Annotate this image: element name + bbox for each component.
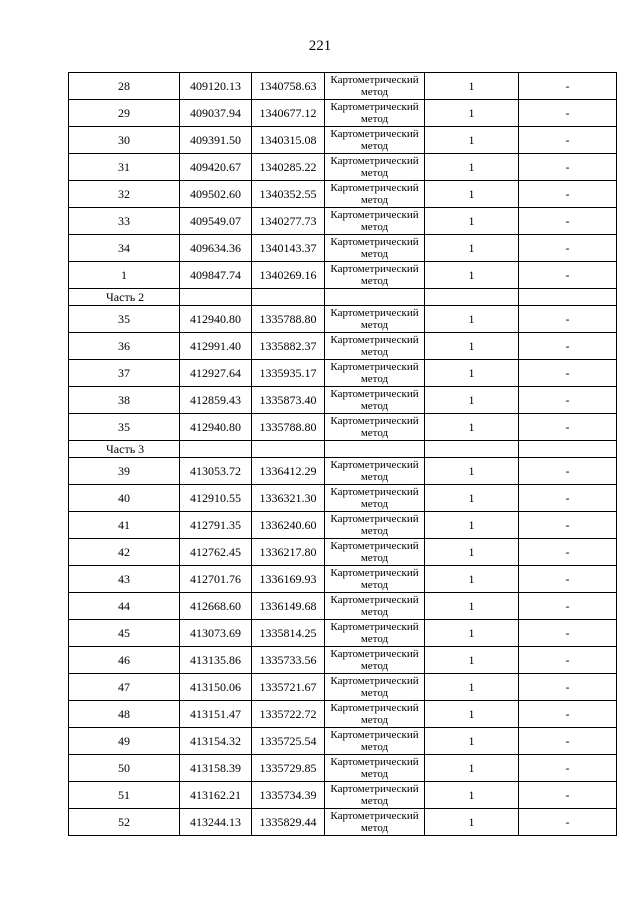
x-coordinate-cell: 412859.43 — [180, 387, 252, 414]
empty-cell — [519, 441, 617, 458]
note-cell: - — [519, 485, 617, 512]
method-line-1: Картометрический — [330, 415, 419, 427]
y-coordinate-cell: 1340277.73 — [252, 208, 325, 235]
x-coordinate-cell: 409420.67 — [180, 154, 252, 181]
x-coordinate-cell: 412791.35 — [180, 512, 252, 539]
y-coordinate-cell: 1336321.30 — [252, 485, 325, 512]
x-coordinate-cell: 412668.60 — [180, 593, 252, 620]
point-number-cell: 51 — [69, 782, 180, 809]
method-line-2: метод — [360, 498, 389, 510]
method-line-1: Картометрический — [330, 101, 419, 113]
note-cell: - — [519, 593, 617, 620]
method-cell — [325, 235, 425, 262]
y-coordinate-cell: 1335722.72 — [252, 701, 325, 728]
y-coordinate-cell: 1335829.44 — [252, 809, 325, 836]
x-coordinate-cell: 409391.50 — [180, 127, 252, 154]
note-cell: - — [519, 809, 617, 836]
method-line-1: Картометрический — [330, 486, 419, 498]
precision-cell: 1 — [425, 181, 519, 208]
y-coordinate-cell: 1335814.25 — [252, 620, 325, 647]
section-label: Часть 3 — [69, 441, 180, 458]
precision-cell: 1 — [425, 620, 519, 647]
point-number-cell: 37 — [69, 360, 180, 387]
point-number-cell: 34 — [69, 235, 180, 262]
method-cell — [325, 674, 425, 701]
y-coordinate-cell: 1335788.80 — [252, 414, 325, 441]
precision-cell: 1 — [425, 100, 519, 127]
method-cell — [325, 127, 425, 154]
point-number-cell: 50 — [69, 755, 180, 782]
method-cell — [325, 208, 425, 235]
precision-cell: 1 — [425, 566, 519, 593]
y-coordinate-cell: 1335733.56 — [252, 647, 325, 674]
method-cell — [325, 701, 425, 728]
x-coordinate-cell: 413158.39 — [180, 755, 252, 782]
method-line-2: метод — [360, 660, 389, 672]
empty-cell — [252, 289, 325, 306]
method-line-2: метод — [360, 552, 389, 564]
method-line-2: метод — [360, 687, 389, 699]
method-cell — [325, 360, 425, 387]
precision-cell: 1 — [425, 414, 519, 441]
method-line-2: метод — [360, 140, 389, 152]
note-cell: - — [519, 620, 617, 647]
note-cell: - — [519, 235, 617, 262]
method-line-2: метод — [360, 795, 389, 807]
empty-cell — [519, 289, 617, 306]
table-row — [69, 333, 617, 360]
method-line-2: метод — [360, 86, 389, 98]
method-line-1: Картометрический — [330, 263, 419, 275]
note-cell: - — [519, 154, 617, 181]
method-cell — [325, 566, 425, 593]
method-line-1: Картометрический — [330, 388, 419, 400]
precision-cell: 1 — [425, 235, 519, 262]
table-row — [69, 181, 617, 208]
y-coordinate-cell: 1335873.40 — [252, 387, 325, 414]
section-label: Часть 2 — [69, 289, 180, 306]
point-number-cell: 35 — [69, 306, 180, 333]
x-coordinate-cell: 413150.06 — [180, 674, 252, 701]
x-coordinate-cell: 412701.76 — [180, 566, 252, 593]
method-cell — [325, 262, 425, 289]
point-number-cell: 35 — [69, 414, 180, 441]
x-coordinate-cell: 412910.55 — [180, 485, 252, 512]
y-coordinate-cell: 1336217.80 — [252, 539, 325, 566]
point-number-cell: 45 — [69, 620, 180, 647]
method-line-1: Картометрический — [330, 128, 419, 140]
method-line-1: Картометрический — [330, 756, 419, 768]
note-cell: - — [519, 647, 617, 674]
empty-cell — [425, 289, 519, 306]
x-coordinate-cell: 413154.32 — [180, 728, 252, 755]
table-row — [69, 73, 617, 100]
precision-cell: 1 — [425, 539, 519, 566]
method-line-2: метод — [360, 275, 389, 287]
point-number-cell: 47 — [69, 674, 180, 701]
point-number-cell: 52 — [69, 809, 180, 836]
note-cell: - — [519, 414, 617, 441]
method-line-2: метод — [360, 194, 389, 206]
table-row — [69, 208, 617, 235]
table-row — [69, 387, 617, 414]
x-coordinate-cell: 409120.13 — [180, 73, 252, 100]
table-row — [69, 360, 617, 387]
point-number-cell: 41 — [69, 512, 180, 539]
table-row — [69, 539, 617, 566]
table-row — [69, 262, 617, 289]
table-row — [69, 100, 617, 127]
note-cell: - — [519, 387, 617, 414]
precision-cell: 1 — [425, 458, 519, 485]
note-cell: - — [519, 262, 617, 289]
precision-cell: 1 — [425, 647, 519, 674]
method-line-1: Картометрический — [330, 783, 419, 795]
x-coordinate-cell: 413151.47 — [180, 701, 252, 728]
precision-cell: 1 — [425, 755, 519, 782]
method-line-2: метод — [360, 606, 389, 618]
method-line-1: Картометрический — [330, 810, 419, 822]
precision-cell: 1 — [425, 360, 519, 387]
precision-cell: 1 — [425, 306, 519, 333]
y-coordinate-cell: 1335725.54 — [252, 728, 325, 755]
method-line-1: Картометрический — [330, 513, 419, 525]
method-cell — [325, 181, 425, 208]
method-cell — [325, 539, 425, 566]
method-line-1: Картометрический — [330, 729, 419, 741]
x-coordinate-cell: 412991.40 — [180, 333, 252, 360]
point-number-cell: 28 — [69, 73, 180, 100]
y-coordinate-cell: 1335882.37 — [252, 333, 325, 360]
point-number-cell: 30 — [69, 127, 180, 154]
precision-cell: 1 — [425, 728, 519, 755]
method-line-2: метод — [360, 471, 389, 483]
note-cell: - — [519, 181, 617, 208]
method-line-2: метод — [360, 400, 389, 412]
method-cell — [325, 458, 425, 485]
y-coordinate-cell: 1335935.17 — [252, 360, 325, 387]
precision-cell: 1 — [425, 701, 519, 728]
method-line-2: метод — [360, 525, 389, 537]
y-coordinate-cell: 1336412.29 — [252, 458, 325, 485]
x-coordinate-cell: 413244.13 — [180, 809, 252, 836]
precision-cell: 1 — [425, 333, 519, 360]
page-number: 221 — [308, 38, 332, 54]
point-number-cell: 46 — [69, 647, 180, 674]
note-cell: - — [519, 100, 617, 127]
method-line-1: Картометрический — [330, 334, 419, 346]
y-coordinate-cell: 1340143.37 — [252, 235, 325, 262]
y-coordinate-cell: 1335788.80 — [252, 306, 325, 333]
method-cell — [325, 387, 425, 414]
method-line-1: Картометрический — [330, 567, 419, 579]
table-row — [69, 306, 617, 333]
x-coordinate-cell: 409549.07 — [180, 208, 252, 235]
x-coordinate-cell: 413135.86 — [180, 647, 252, 674]
method-line-2: метод — [360, 319, 389, 331]
method-cell — [325, 809, 425, 836]
precision-cell: 1 — [425, 127, 519, 154]
method-cell — [325, 306, 425, 333]
point-number-cell: 40 — [69, 485, 180, 512]
point-number-cell: 48 — [69, 701, 180, 728]
method-cell — [325, 333, 425, 360]
point-number-cell: 32 — [69, 181, 180, 208]
method-line-2: метод — [360, 113, 389, 125]
y-coordinate-cell: 1340758.63 — [252, 73, 325, 100]
method-line-1: Картометрический — [330, 74, 419, 86]
method-line-2: метод — [360, 167, 389, 179]
precision-cell: 1 — [425, 782, 519, 809]
note-cell: - — [519, 674, 617, 701]
empty-cell — [252, 441, 325, 458]
x-coordinate-cell: 412762.45 — [180, 539, 252, 566]
table-row — [69, 566, 617, 593]
point-number-cell: 49 — [69, 728, 180, 755]
y-coordinate-cell: 1340285.22 — [252, 154, 325, 181]
x-coordinate-cell: 412927.64 — [180, 360, 252, 387]
table-row — [69, 782, 617, 809]
precision-cell: 1 — [425, 512, 519, 539]
method-line-1: Картометрический — [330, 540, 419, 552]
note-cell: - — [519, 566, 617, 593]
note-cell: - — [519, 208, 617, 235]
x-coordinate-cell: 413073.69 — [180, 620, 252, 647]
precision-cell: 1 — [425, 809, 519, 836]
note-cell: - — [519, 728, 617, 755]
x-coordinate-cell: 409847.74 — [180, 262, 252, 289]
method-cell — [325, 620, 425, 647]
table-row — [69, 414, 617, 441]
point-number-cell: 31 — [69, 154, 180, 181]
point-number-cell: 43 — [69, 566, 180, 593]
point-number-cell: 36 — [69, 333, 180, 360]
method-line-1: Картометрический — [330, 648, 419, 660]
y-coordinate-cell: 1340677.12 — [252, 100, 325, 127]
table-row — [69, 235, 617, 262]
point-number-cell: 39 — [69, 458, 180, 485]
table-row — [69, 593, 617, 620]
empty-cell — [325, 441, 425, 458]
table-row — [69, 674, 617, 701]
table-row — [69, 728, 617, 755]
method-line-2: метод — [360, 373, 389, 385]
y-coordinate-cell: 1335721.67 — [252, 674, 325, 701]
method-line-2: метод — [360, 741, 389, 753]
method-line-2: метод — [360, 768, 389, 780]
method-line-1: Картометрический — [330, 621, 419, 633]
y-coordinate-cell: 1336240.60 — [252, 512, 325, 539]
note-cell: - — [519, 306, 617, 333]
method-line-1: Картометрический — [330, 155, 419, 167]
precision-cell: 1 — [425, 674, 519, 701]
table-body — [69, 73, 617, 836]
precision-cell: 1 — [425, 154, 519, 181]
method-line-1: Картометрический — [330, 209, 419, 221]
note-cell: - — [519, 782, 617, 809]
method-line-2: метод — [360, 579, 389, 591]
x-coordinate-cell: 412940.80 — [180, 414, 252, 441]
table-row — [69, 701, 617, 728]
point-number-cell: 33 — [69, 208, 180, 235]
method-cell — [325, 728, 425, 755]
table-row — [69, 620, 617, 647]
method-line-2: метод — [360, 346, 389, 358]
method-line-1: Картометрический — [330, 594, 419, 606]
method-line-2: метод — [360, 248, 389, 260]
note-cell: - — [519, 701, 617, 728]
table-row — [69, 485, 617, 512]
precision-cell: 1 — [425, 593, 519, 620]
x-coordinate-cell: 409502.60 — [180, 181, 252, 208]
point-number-cell: 42 — [69, 539, 180, 566]
table-row — [69, 154, 617, 181]
empty-cell — [180, 441, 252, 458]
method-line-1: Картометрический — [330, 182, 419, 194]
x-coordinate-cell: 413053.72 — [180, 458, 252, 485]
y-coordinate-cell: 1336149.68 — [252, 593, 325, 620]
method-cell — [325, 73, 425, 100]
precision-cell: 1 — [425, 262, 519, 289]
method-line-2: метод — [360, 427, 389, 439]
table-row — [69, 512, 617, 539]
note-cell: - — [519, 512, 617, 539]
section-row — [69, 441, 617, 458]
note-cell: - — [519, 458, 617, 485]
table-row — [69, 458, 617, 485]
note-cell: - — [519, 539, 617, 566]
y-coordinate-cell: 1340269.16 — [252, 262, 325, 289]
method-line-2: метод — [360, 633, 389, 645]
y-coordinate-cell: 1340315.08 — [252, 127, 325, 154]
y-coordinate-cell: 1336169.93 — [252, 566, 325, 593]
method-line-1: Картометрический — [330, 236, 419, 248]
method-cell — [325, 154, 425, 181]
method-cell — [325, 512, 425, 539]
note-cell: - — [519, 73, 617, 100]
method-cell — [325, 100, 425, 127]
method-cell — [325, 593, 425, 620]
note-cell: - — [519, 360, 617, 387]
x-coordinate-cell: 413162.21 — [180, 782, 252, 809]
table-row — [69, 755, 617, 782]
precision-cell: 1 — [425, 208, 519, 235]
method-line-1: Картометрический — [330, 702, 419, 714]
empty-cell — [180, 289, 252, 306]
y-coordinate-cell: 1340352.55 — [252, 181, 325, 208]
note-cell: - — [519, 127, 617, 154]
y-coordinate-cell: 1335734.39 — [252, 782, 325, 809]
method-line-1: Картометрический — [330, 361, 419, 373]
method-line-2: метод — [360, 822, 389, 834]
method-line-1: Картометрический — [330, 307, 419, 319]
section-row — [69, 289, 617, 306]
empty-cell — [425, 441, 519, 458]
method-cell — [325, 485, 425, 512]
point-number-cell: 1 — [69, 262, 180, 289]
x-coordinate-cell: 409634.36 — [180, 235, 252, 262]
precision-cell: 1 — [425, 73, 519, 100]
point-number-cell: 38 — [69, 387, 180, 414]
method-cell — [325, 755, 425, 782]
method-cell — [325, 414, 425, 441]
precision-cell: 1 — [425, 387, 519, 414]
table-row — [69, 809, 617, 836]
method-line-2: метод — [360, 221, 389, 233]
table-row — [69, 647, 617, 674]
empty-cell — [325, 289, 425, 306]
method-cell — [325, 782, 425, 809]
method-line-1: Картометрический — [330, 459, 419, 471]
point-number-cell: 44 — [69, 593, 180, 620]
x-coordinate-cell: 409037.94 — [180, 100, 252, 127]
method-line-2: метод — [360, 714, 389, 726]
note-cell: - — [519, 755, 617, 782]
precision-cell: 1 — [425, 485, 519, 512]
y-coordinate-cell: 1335729.85 — [252, 755, 325, 782]
coordinates-table — [68, 72, 617, 836]
x-coordinate-cell: 412940.80 — [180, 306, 252, 333]
table-row — [69, 127, 617, 154]
note-cell: - — [519, 333, 617, 360]
point-number-cell: 29 — [69, 100, 180, 127]
method-line-1: Картометрический — [330, 675, 419, 687]
method-cell — [325, 647, 425, 674]
